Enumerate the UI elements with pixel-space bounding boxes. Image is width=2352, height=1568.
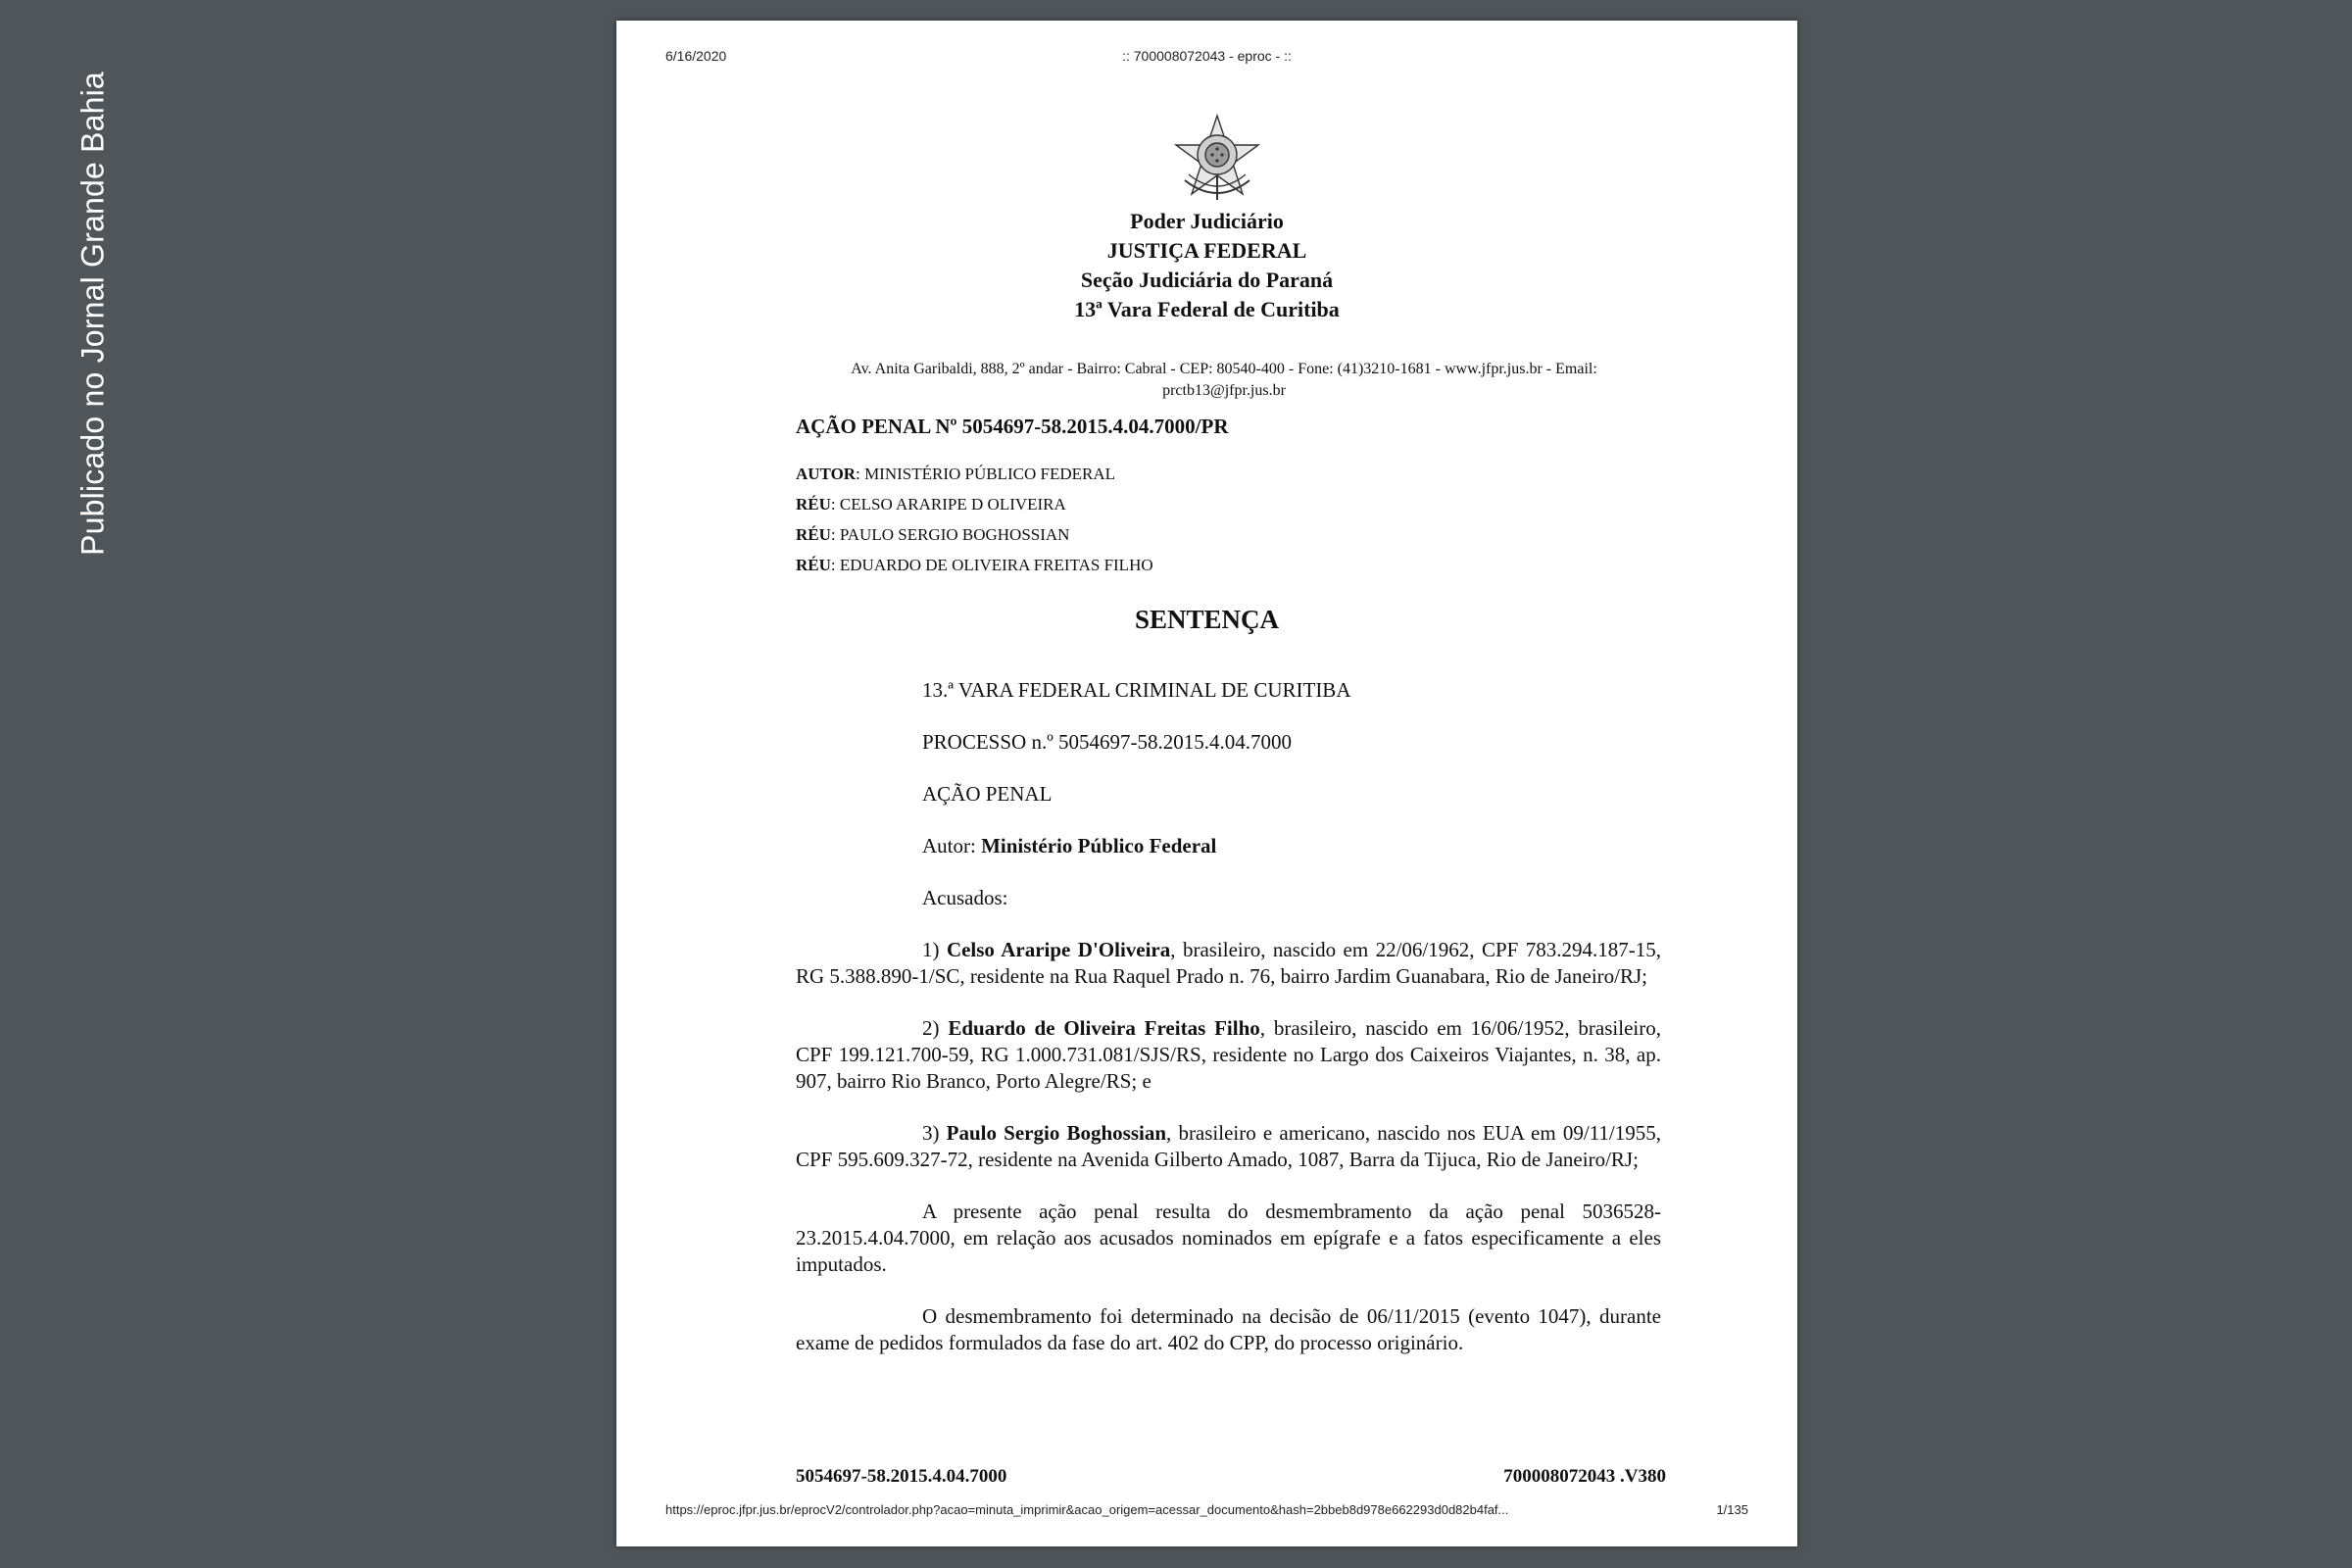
autor-name: Ministério Público Federal — [981, 834, 1217, 858]
print-title: :: 700008072043 - eproc - :: — [1122, 48, 1292, 64]
body-autor — [796, 833, 1661, 859]
court-address — [803, 359, 1645, 402]
party-row — [796, 459, 1153, 489]
case-title: AÇÃO PENAL Nº 5054697-58.2015.4.04.7000/PR — [796, 415, 1229, 438]
accused-number: 3) — [922, 1121, 947, 1145]
accused-item — [796, 1120, 1661, 1173]
letterhead-line: JUSTIÇA FEDERAL — [1106, 238, 1307, 263]
court-letterhead — [616, 207, 1797, 324]
party-row — [796, 489, 1153, 519]
accused-name: Eduardo de Oliveira Freitas Filho — [948, 1016, 1260, 1040]
party-value: : CELSO ARARIPE D OLIVEIRA — [830, 495, 1066, 514]
accused-name: Paulo Sergio Boghossian — [946, 1121, 1167, 1145]
footer-case-number: 5054697-58.2015.4.04.7000 — [796, 1466, 1007, 1487]
parties-list — [796, 459, 1153, 580]
footer-document-code: 700008072043 .V380 — [1503, 1466, 1666, 1487]
accused-number: 2) — [922, 1016, 949, 1040]
accused-item — [796, 1015, 1661, 1095]
accused-details: , brasileiro, nascido em 22/06/1962, CPF 783.294.187-15, RG 5.388.890-1/SC, residente na Rua Raquel Prado n. 76, bairro Jardim Guanabara, Rio de Janeiro/RJ; — [796, 938, 1661, 988]
address-line: prctb13@jfpr.jus.br — [1162, 382, 1286, 399]
autor-label: Autor: — [922, 834, 982, 858]
body-paragraph: A presente ação penal resulta do desmembramento da ação penal 5036528-23.2015.4.04.7000, em relação aos acusados nominados em epígrafe e a fatos especificamente a eles imputados. — [796, 1200, 1661, 1276]
accused-details: , brasileiro e americano, nascido nos EUA em 09/11/1955, CPF 595.609.327-72, residente na Avenida Gilberto Amado, 1087, Barra da Tijuca, Rio de Janeiro/RJ; — [796, 1121, 1662, 1171]
body-acusados: Acusados: — [922, 886, 1008, 909]
letterhead-line: Seção Judiciária do Paraná — [1080, 268, 1334, 292]
party-row — [796, 519, 1153, 550]
side-credit: Publicado no Jornal Grande Bahia — [74, 72, 111, 556]
document-heading: SENTENÇA — [1134, 605, 1280, 634]
party-label: RÉU — [796, 556, 831, 574]
print-url: https://eproc.jfpr.jus.br/eprocV2/controlador.php?acao=minuta_imprimir&acao_origem=acessar_documento&hash=2bbeb8d978e662293d0d82b4faf... — [665, 1502, 1509, 1517]
body-vara: 13.ª VARA FEDERAL CRIMINAL DE CURITIBA — [922, 678, 1351, 702]
print-date: 6/16/2020 — [665, 48, 727, 64]
party-value: : PAULO SERGIO BOGHOSSIAN — [830, 525, 1070, 544]
address-line: Av. Anita Garibaldi, 888, 2º andar - Bairro: Cabral - CEP: 80540-400 - Fone: (41)3210-1681 - www.jfpr.jus.br - Email: — [851, 361, 1597, 377]
party-label: RÉU — [796, 495, 831, 514]
coat-of-arms-icon — [1173, 112, 1261, 202]
accused-item — [796, 937, 1661, 990]
letterhead-line: Poder Judiciário — [1130, 209, 1284, 233]
party-value: : EDUARDO DE OLIVEIRA FREITAS FILHO — [830, 556, 1153, 574]
body-processo: PROCESSO n.º 5054697-58.2015.4.04.7000 — [922, 730, 1292, 754]
body-paragraph: O desmembramento foi determinado na decisão de 06/11/2015 (evento 1047), durante exame de pedidos formulados da fase do art. 402 do CPP, do processo originário. — [796, 1304, 1661, 1354]
party-value: : MINISTÉRIO PÚBLICO FEDERAL — [856, 465, 1116, 483]
party-label: AUTOR — [796, 465, 857, 483]
document-page — [616, 21, 1797, 1546]
document-body — [796, 677, 1661, 1356]
body-acao: AÇÃO PENAL — [922, 782, 1053, 806]
party-row — [796, 550, 1153, 580]
party-label: RÉU — [796, 525, 831, 544]
accused-details: , brasileiro, nascido em 16/06/1952, brasileiro, CPF 199.121.700-59, RG 1.000.731.081/SJS/RS, residente no Largo dos Caixeiros Viajantes, n. 38, ap. 907, bairro Rio Branco, Porto Alegre/RS; e — [796, 1016, 1661, 1093]
print-page-number: 1/135 — [1716, 1502, 1748, 1517]
letterhead-line: 13ª Vara Federal de Curitiba — [1074, 297, 1340, 321]
accused-number: 1) — [922, 938, 947, 961]
accused-name: Celso Araripe D'Oliveira — [946, 938, 1171, 961]
